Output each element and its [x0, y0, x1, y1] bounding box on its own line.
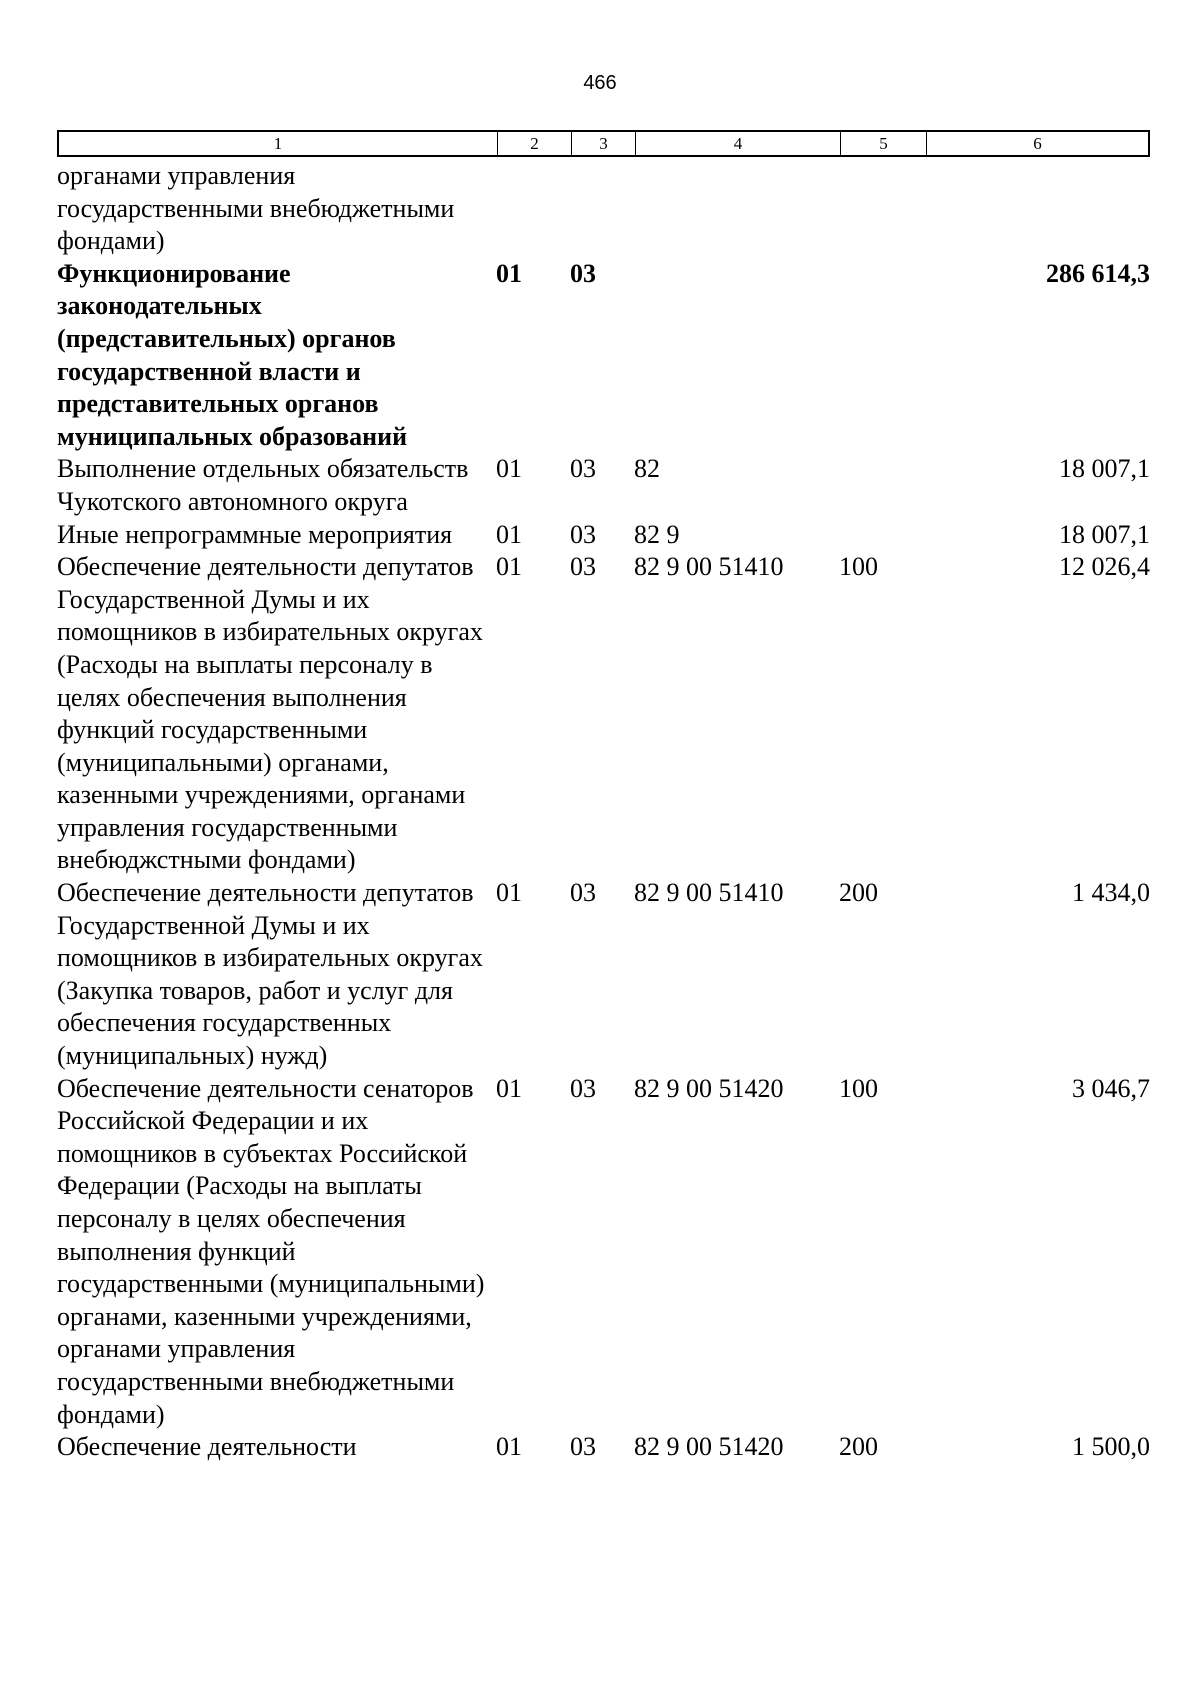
row-section	[496, 160, 570, 258]
table-row	[57, 1073, 1150, 1432]
row-sum: 1 500,0	[1072, 1432, 1150, 1462]
row-target-article: 82 9	[634, 519, 680, 549]
row-section: 01	[496, 519, 522, 549]
row-expense-type	[839, 519, 925, 552]
table-row	[57, 160, 1150, 258]
row-subsection: 03	[570, 454, 596, 484]
row-sum: 18 007,1	[1059, 454, 1150, 484]
header-col-2: 2	[498, 132, 572, 155]
row-section: 01	[496, 454, 522, 484]
header-col-3: 3	[572, 132, 636, 155]
row-expense-type: 100	[839, 552, 878, 582]
row-section: 01	[496, 258, 522, 288]
row-name: Обеспечение деятельности сенаторов Российской Федерации и их помощников в субъектах Российской Федерации (Расходы на выплаты персоналу в целях обеспечения выполнения функций государственными (муниципальными) органами, казенными учреждениями, органами управления государственными внебюджетными фондами)	[57, 1073, 485, 1429]
header-col-4: 4	[636, 132, 841, 155]
row-sum: 12 026,4	[1059, 552, 1150, 582]
header-col-5: 5	[841, 132, 927, 155]
row-name: органами управления государственными внебюджетными фондами)	[57, 161, 455, 256]
row-target-article: 82 9 00 51420	[634, 1432, 784, 1462]
row-target-article	[634, 258, 839, 454]
header-col-6: 6	[1033, 134, 1042, 153]
row-subsection: 03	[570, 552, 596, 582]
row-name: Обеспечение деятельности депутатов Государственной Думы и их помощников в избирательных округах (Закупка товаров, работ и услуг для обеспечения государственных (муниципальных) нужд)	[57, 878, 483, 1071]
row-target-article: 82 9 00 51410	[634, 552, 784, 582]
row-target-article: 82	[634, 454, 660, 484]
row-sum: 18 007,1	[1059, 519, 1150, 549]
row-subsection: 03	[570, 519, 596, 549]
table-row	[57, 519, 1150, 552]
row-section: 01	[496, 878, 522, 908]
row-expense-type	[839, 258, 925, 454]
row-target-article: 82 9 00 51410	[634, 878, 784, 908]
row-name: Иные непрограммные мероприятия	[57, 519, 453, 549]
row-section: 01	[496, 552, 522, 582]
row-target-article	[634, 160, 839, 258]
table-row	[57, 1431, 1150, 1464]
row-name: Обеспечение деятельности	[57, 1432, 357, 1462]
table-row	[57, 453, 1150, 518]
row-section: 01	[496, 1432, 522, 1462]
column-number-header	[57, 130, 1150, 157]
row-subsection: 03	[570, 1432, 596, 1462]
row-expense-type: 200	[839, 1432, 878, 1462]
row-expense-type: 100	[839, 1073, 878, 1103]
row-target-article: 82 9 00 51420	[634, 1073, 784, 1103]
row-sum: 3 046,7	[1072, 1073, 1150, 1103]
header-col-1: 1	[59, 132, 498, 155]
row-section: 01	[496, 1073, 522, 1103]
table-row	[57, 877, 1150, 1073]
row-subsection	[570, 160, 634, 258]
row-subsection: 03	[570, 878, 596, 908]
row-name: Функционирование законодательных (представительных) органов государственной власти и представительных органов муниципальных образований	[57, 258, 408, 451]
row-subsection: 03	[570, 258, 596, 288]
budget-table-body	[57, 160, 1150, 1464]
row-sum	[925, 160, 1150, 258]
row-sum: 1 434,0	[1072, 878, 1150, 908]
page-number: 466	[583, 72, 617, 94]
row-name: Выполнение отдельных обязательств Чукотского автономного округа	[57, 454, 469, 516]
table-row	[57, 258, 1150, 454]
row-subsection: 03	[570, 1073, 596, 1103]
row-name: Обеспечение деятельности депутатов Государственной Думы и их помощников в избирательных округах (Расходы на выплаты персоналу в целях обеспечения выполнения функций государственными (муниципальными) органами, казенными учреждениями, органами управления государственными внебюджстными фондами)	[57, 552, 483, 875]
row-expense-type: 200	[839, 878, 878, 908]
row-expense-type	[839, 160, 925, 258]
row-expense-type	[839, 453, 925, 518]
row-sum: 286 614,3	[1046, 258, 1150, 288]
table-row	[57, 551, 1150, 877]
